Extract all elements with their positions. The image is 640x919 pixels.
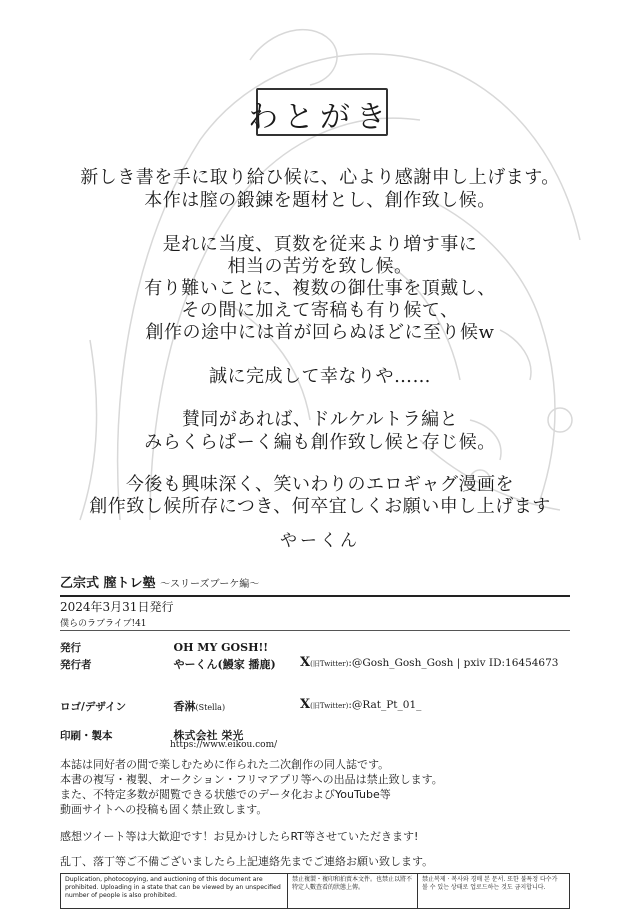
colophon-thin-divider (60, 630, 570, 631)
printer-url: https://www.eikou.com/ (170, 740, 278, 750)
afterword-line: 今後も興味深く、笑いわりのエロギャグ漫画を (125, 474, 515, 495)
row-value: 香淋(Stella) (173, 700, 226, 713)
defect-note: 乱丁、落丁等ご不備ございましたら上記連絡先までご連絡お願い致します。 (60, 855, 434, 868)
x-logo-text: X (300, 655, 311, 670)
afterword-line: 相当の苦労を致し候。 (227, 256, 413, 277)
x-logo-text: X (300, 697, 311, 712)
colophon-row-publisher (60, 640, 268, 655)
afterword-line: 創作致し候所存につき、何卒宜しくお願い申し上げます (89, 496, 551, 517)
afterword-signature: やーくん (280, 531, 360, 551)
event-name: 僕らのラブライブ!41 (60, 619, 147, 629)
publication-date: 2024年3月31日発行 (60, 600, 174, 614)
copy-warning-english: Duplication, photocopying, and auctioning of this document are prohibited. Uploading in a state that can be viewed by an unspecified number of people is also prohibited. (60, 873, 288, 909)
afterword-line: 誠に完成して幸なりや…… (209, 366, 431, 387)
book-title: 乙宗式 膣トレ塾 (60, 576, 156, 591)
row-label: 印刷・製本 (60, 730, 113, 742)
colophon-title (60, 572, 259, 591)
afterword-line: その間に加えて寄稿も有り候て、 (181, 300, 459, 321)
note-line: 動画サイトへの投稿も固く禁止致します。 (60, 803, 268, 816)
copy-warning-korean: 禁止복제 · 복사와 경매 본 문서. 또한 불특정 다수가 볼 수 있는 상태로 업로드하는 것도 금지합니다. (418, 873, 570, 909)
designer-social-contact: X(旧Twitter):@Rat_Pt_01_ (300, 697, 422, 712)
afterword-line: 賛同があれば、ドルケルトラ編と (181, 409, 459, 430)
afterword-line: みらくらぱーく編も創作致し候と存じ候。 (144, 432, 496, 453)
designer-handle: :@Rat_Pt_01_ (348, 699, 422, 711)
row-value: やーくん(鰻家 播鹿) (173, 658, 276, 671)
issuer-social-contact: X(旧Twitter):@Gosh_Gosh_Gosh | pxiv ID:16454673 (300, 655, 559, 670)
row-label: ロゴ/デザイン (60, 701, 127, 713)
colophon-divider (60, 595, 570, 597)
row-label: 発行者 (60, 659, 92, 671)
note-line: また、不特定多数が閲覧できる状態でのデータ化およびYouTube等 (60, 788, 391, 801)
feedback-note: 感想ツイート等は大歓迎です！お見かけしたらRT等させていただきます! (60, 830, 419, 843)
book-subtitle: 〜スリーズブーケ編〜 (160, 579, 260, 590)
afterword-title: わとがき (248, 100, 392, 135)
afterword-line: 是れに当度、頁数を従来より増す事に (162, 234, 478, 255)
copy-warning-chinese: 禁止複製・複印和拍賣本文件。也禁止以將不特定人數查看的狀態上傳。 (288, 873, 418, 909)
afterword-line: 創作の途中には首が回らぬほどに至り候w (145, 322, 495, 343)
row-value: OH MY GOSH!! (173, 641, 269, 654)
afterword-line: 新しき書を手に取り給ひ候に、心より感謝申し上げます。 (80, 167, 560, 188)
note-line: 本誌は同好者の間で楽しむために作られた二次創作の同人誌です。 (60, 758, 390, 771)
issuer-handle: :@Gosh_Gosh_Gosh | pxiv ID:16454673 (348, 657, 559, 669)
afterword-line: 有り難いことに、複数の御仕事を頂戴し、 (144, 278, 496, 299)
row-label: 発行 (60, 642, 81, 654)
colophon-row-design (60, 698, 225, 714)
colophon-row-issuer (60, 656, 276, 672)
note-line: 本書の複写・複製、オークション・フリマアプリ等への出品は禁止致します。 (60, 773, 443, 786)
afterword-line: 本作は膣の鍛錬を題材とし、創作致し候。 (144, 190, 496, 211)
row-value: 株式会社 栄光 (173, 729, 244, 742)
legal-notes (60, 757, 443, 817)
